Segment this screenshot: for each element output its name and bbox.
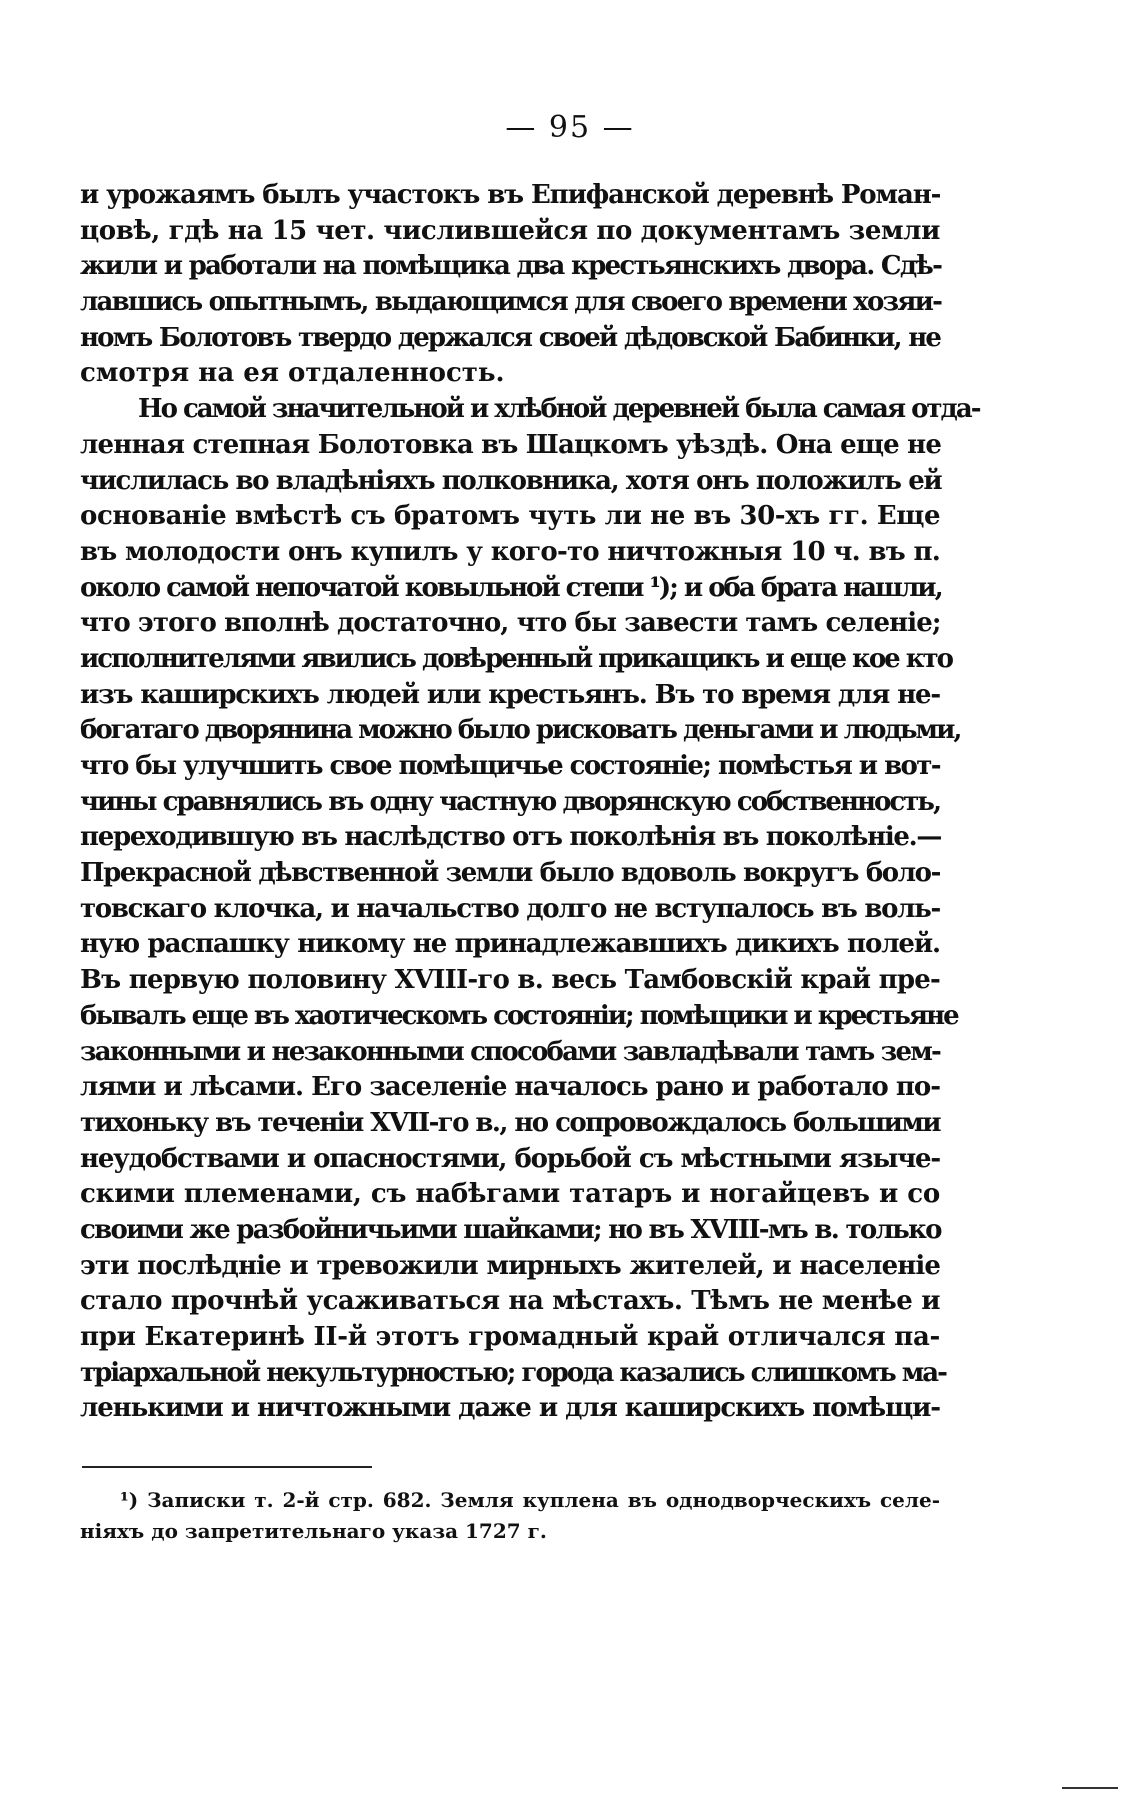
- text-line: стало прочнѣй усаживаться на мѣстахъ. Тѣмъ не менѣе и: [80, 1286, 940, 1317]
- footnote-line: ¹) Записки т. 2-й стр. 682. Земля куплена въ однодворческихъ селе-: [120, 1488, 940, 1512]
- text-line: законными и незаконными способами завладѣвали тамъ зем-: [80, 1036, 940, 1067]
- footnotes: [80, 1485, 940, 1547]
- text-line: бывалъ еще въ хаотическомъ состояніи; помѣщики и крестьяне: [80, 1000, 958, 1031]
- text-line: лями и лѣсами. Его заселеніе началось рано и работало по-: [80, 1072, 940, 1103]
- text-line: при Екатеринѣ II-й этотъ громадный край отличался па-: [80, 1322, 940, 1352]
- text-line: чины сравнялись въ одну частную дворянскую собственность,: [80, 786, 940, 817]
- text-line: что бы улучшить свое помѣщичье состояніе; помѣстья и вот-: [80, 751, 940, 781]
- scan-corner-mark: [1062, 1787, 1118, 1789]
- text-line: ленькими и ничтожными даже и для каширскихъ помѣщи-: [80, 1393, 940, 1424]
- text-line: жили и работали на помѣщика два крестьянскихъ двора. Сдѣ-: [80, 251, 942, 282]
- text-line: номъ Болотовъ твердо держался своей дѣдовской Бабинки, не: [80, 322, 940, 353]
- text-line: неудобствами и опасностями, борьбой съ мѣстными языче-: [80, 1143, 940, 1174]
- text-line: Въ первую половину XVIII-го в. весь Тамбовскій край пре-: [80, 965, 940, 996]
- text-line: основаніе вмѣстѣ съ братомъ чуть ли не въ 30-хъ гг. Еще: [80, 501, 941, 532]
- footnote-divider: [82, 1466, 372, 1468]
- text-line: цовѣ, гдѣ на 15 чет. числившейся по документамъ земли: [80, 215, 940, 246]
- body-text: [80, 178, 980, 1427]
- text-line: и урожаямъ былъ участокъ въ Епифанской деревнѣ Роман-: [80, 180, 941, 210]
- text-line: смотря на ея отдаленность.: [80, 358, 505, 389]
- text-line: богатаго дворянина можно было рисковать деньгами и людьми,: [80, 715, 961, 746]
- text-line: тріархальной некультурностью; города казались слишкомъ ма-: [80, 1357, 946, 1388]
- text-line: эти послѣдніе и тревожили мирныхъ жителей, и населеніе: [80, 1250, 940, 1281]
- text-line: Прекрасной дѣвственной земли было вдоволь вокругъ боло-: [80, 858, 940, 889]
- text-line: въ молодости онъ купилъ у кого-то ничтожныя 10 ч. въ п.: [80, 536, 940, 567]
- text-line: своими же разбойничьими шайками; но въ XVIII-мъ в. только: [80, 1214, 941, 1245]
- text-line: товскаго клочка, и начальство долго не вступалось въ воль-: [80, 893, 940, 924]
- text-line: переходившую въ наслѣдство отъ поколѣнія въ поколѣніе.—: [80, 822, 942, 853]
- text-line: тихоньку въ теченіи XVII-го в., но сопровождалось большими: [80, 1107, 940, 1138]
- text-line: изъ каширскихъ людей или крестьянъ. Въ то время для не-: [80, 679, 940, 710]
- text-line: ленная степная Болотовка въ Шацкомъ уѣздѣ. Она еще не: [80, 429, 942, 460]
- text-line: Но самой значительной и хлѣбной деревней была самая отда-: [138, 394, 980, 425]
- page-number: — 95 —: [505, 110, 635, 145]
- footnote-line: ніяхъ до запретительнаго указа 1727 г.: [80, 1519, 547, 1543]
- text-line: что этого вполнѣ достаточно, что бы завести тамъ селеніе;: [80, 608, 941, 639]
- text-line: лавшись опытнымъ, выдающимся для своего времени хозяи-: [80, 287, 942, 318]
- text-line: ную распашку никому не принадлежавшихъ дикихъ полей.: [80, 929, 940, 960]
- text-line: около самой непочатой ковыльной степи ¹); и оба брата нашли,: [80, 572, 942, 603]
- text-line: скими племенами, съ набѣгами татаръ и ногайцевъ и со: [80, 1179, 940, 1210]
- text-line: числилась во владѣніяхъ полковника, хотя онъ положилъ ей: [80, 465, 942, 496]
- text-line: исполнителями явились довѣренный прикащикъ и еще кое кто: [80, 643, 953, 674]
